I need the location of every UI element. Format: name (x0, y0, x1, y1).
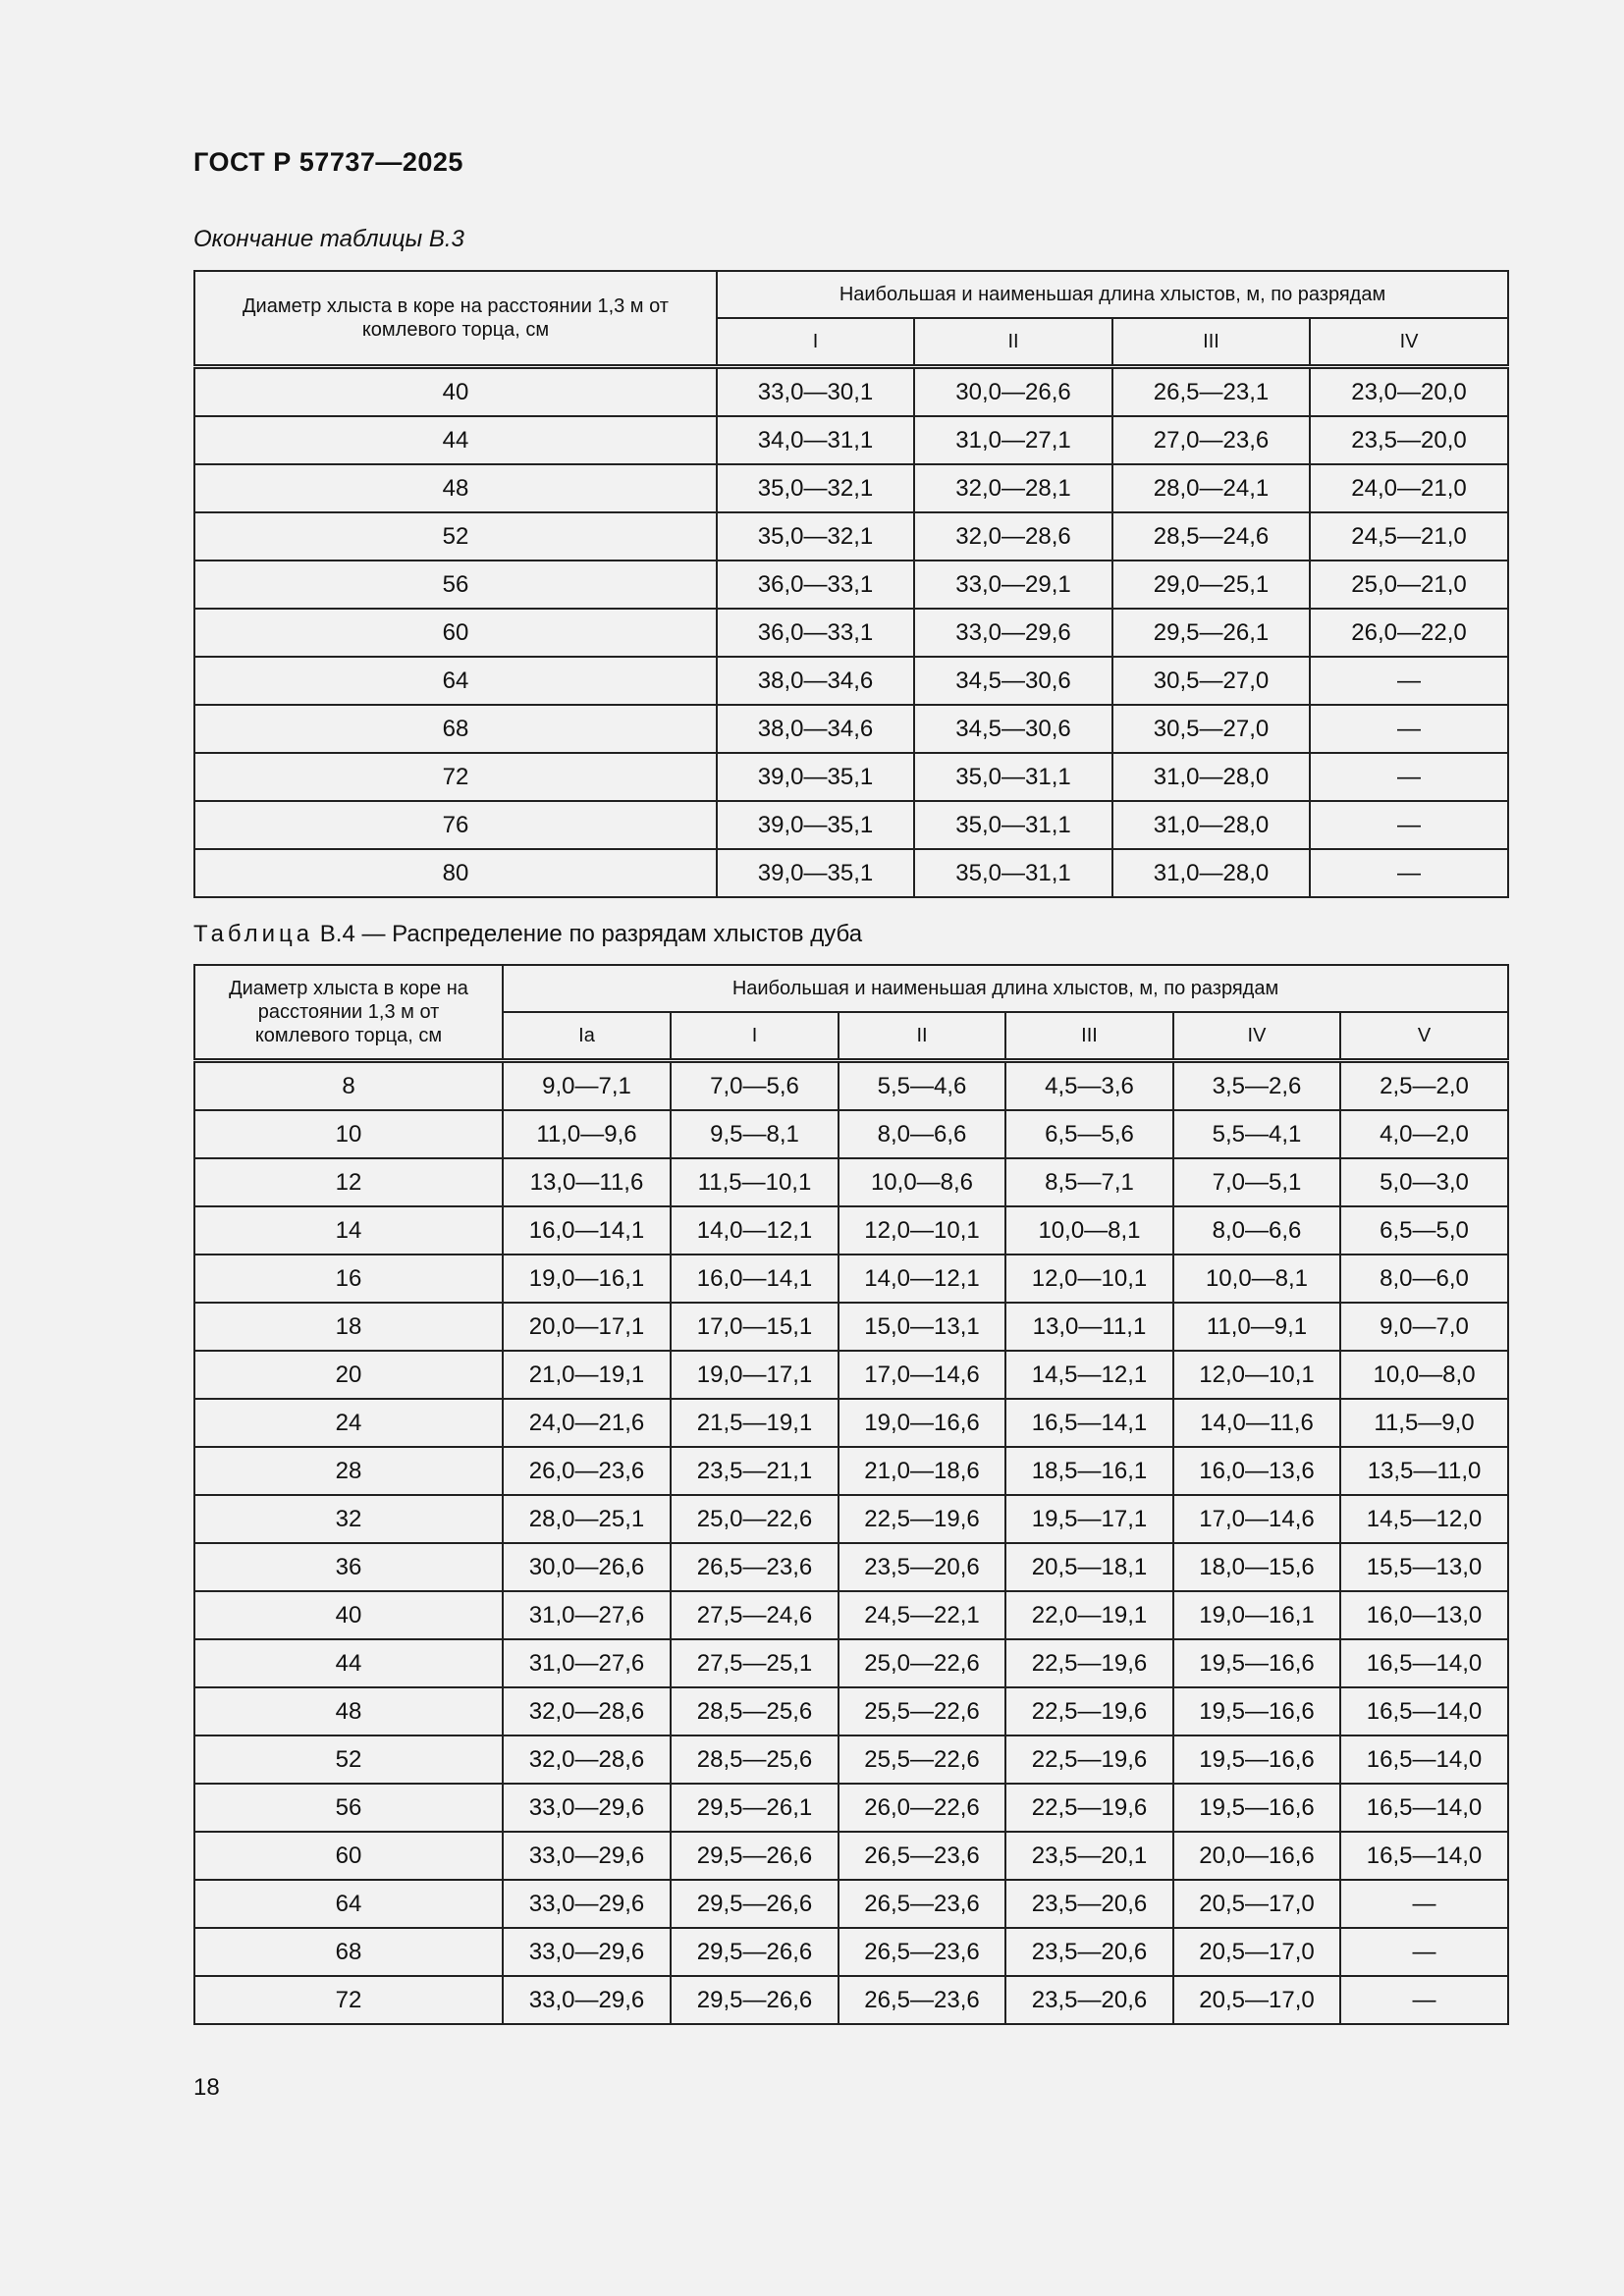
length-range-cell: 16,5—14,0 (1340, 1832, 1508, 1880)
length-range-cell: 34,5—30,6 (914, 705, 1112, 753)
length-range-cell: 28,5—24,6 (1112, 512, 1310, 561)
length-range-cell: 23,5—20,6 (1005, 1928, 1173, 1976)
diameter-cell: 12 (194, 1158, 503, 1206)
length-range-cell: 23,5—20,6 (839, 1543, 1005, 1591)
diameter-cell: 68 (194, 1928, 503, 1976)
length-range-cell: 31,0—27,6 (503, 1639, 671, 1687)
length-range-cell: 20,5—17,0 (1173, 1928, 1340, 1976)
table-row (194, 1351, 1508, 1399)
length-range-cell: 23,5—20,0 (1310, 416, 1508, 464)
table-row (194, 367, 1508, 417)
length-range-cell: 14,0—12,1 (671, 1206, 839, 1255)
length-range-cell: 30,0—26,6 (503, 1543, 671, 1591)
diameter-column-header: Диаметр хлыста в коре на расстоянии 1,3 м от комлевого торца, см (194, 965, 503, 1061)
length-range-cell: 12,0—10,1 (1005, 1255, 1173, 1303)
table-row (194, 1591, 1508, 1639)
diameter-cell: 40 (194, 367, 717, 417)
table-row (194, 1399, 1508, 1447)
class-header: III (1112, 318, 1310, 367)
length-range-cell: 16,5—14,1 (1005, 1399, 1173, 1447)
length-range-cell: 20,5—18,1 (1005, 1543, 1173, 1591)
length-range-cell: 36,0—33,1 (717, 561, 914, 609)
diameter-cell: 44 (194, 1639, 503, 1687)
length-range-cell: 32,0—28,1 (914, 464, 1112, 512)
table-row (194, 753, 1508, 801)
table-row (194, 1255, 1508, 1303)
diameter-cell: 44 (194, 416, 717, 464)
length-range-cell: 15,0—13,1 (839, 1303, 1005, 1351)
diameter-cell: 20 (194, 1351, 503, 1399)
length-range-cell: 19,5—16,6 (1173, 1784, 1340, 1832)
length-range-cell: 22,5—19,6 (1005, 1735, 1173, 1784)
length-range-cell: 29,5—26,6 (671, 1976, 839, 2024)
diameter-cell: 56 (194, 561, 717, 609)
length-range-cell: 16,0—13,6 (1173, 1447, 1340, 1495)
length-range-cell: 25,5—22,6 (839, 1735, 1005, 1784)
length-range-cell: 29,5—26,1 (671, 1784, 839, 1832)
diameter-cell: 60 (194, 1832, 503, 1880)
length-range-cell: 38,0—34,6 (717, 705, 914, 753)
length-range-cell: 23,0—20,0 (1310, 367, 1508, 417)
length-range-cell: 33,0—29,6 (503, 1928, 671, 1976)
table-row (194, 1784, 1508, 1832)
table-row (194, 1832, 1508, 1880)
length-range-cell: 14,0—11,6 (1173, 1399, 1340, 1447)
length-range-cell: — (1340, 1880, 1508, 1928)
table-row (194, 1158, 1508, 1206)
diameter-cell: 56 (194, 1784, 503, 1832)
length-group-header: Наибольшая и наименьшая длина хлыстов, м, по разрядам (503, 965, 1508, 1012)
length-range-cell: 10,0—8,0 (1340, 1351, 1508, 1399)
length-range-cell: 10,0—8,1 (1173, 1255, 1340, 1303)
table-row (194, 1110, 1508, 1158)
table-row (194, 1976, 1508, 2024)
length-range-cell: 19,0—16,1 (503, 1255, 671, 1303)
diameter-cell: 48 (194, 464, 717, 512)
diameter-cell: 52 (194, 1735, 503, 1784)
table-row (194, 416, 1508, 464)
diameter-cell: 10 (194, 1110, 503, 1158)
length-group-header: Наибольшая и наименьшая длина хлыстов, м, по разрядам (717, 271, 1508, 318)
length-range-cell: — (1310, 849, 1508, 897)
document-code: ГОСТ Р 57737—2025 (193, 147, 463, 177)
length-range-cell: 11,0—9,6 (503, 1110, 671, 1158)
length-range-cell: 19,0—16,6 (839, 1399, 1005, 1447)
length-range-cell: 16,5—14,0 (1340, 1687, 1508, 1735)
table-row (194, 1303, 1508, 1351)
length-range-cell: 34,0—31,1 (717, 416, 914, 464)
length-range-cell: 5,5—4,1 (1173, 1110, 1340, 1158)
table-b4-caption (193, 921, 862, 948)
length-range-cell: 31,0—28,0 (1112, 753, 1310, 801)
length-range-cell: 11,5—10,1 (671, 1158, 839, 1206)
length-range-cell: 26,5—23,6 (671, 1543, 839, 1591)
table-row (194, 1543, 1508, 1591)
table-row (194, 849, 1508, 897)
length-range-cell: 39,0—35,1 (717, 801, 914, 849)
length-range-cell: 12,0—10,1 (839, 1206, 1005, 1255)
length-range-cell: 19,5—16,6 (1173, 1687, 1340, 1735)
length-range-cell: 33,0—29,6 (914, 609, 1112, 657)
length-range-cell: 11,0—9,1 (1173, 1303, 1340, 1351)
length-range-cell: 13,0—11,1 (1005, 1303, 1173, 1351)
table-row (194, 1447, 1508, 1495)
length-range-cell: 25,0—22,6 (839, 1639, 1005, 1687)
length-range-cell: 31,0—27,1 (914, 416, 1112, 464)
length-range-cell: 26,5—23,6 (839, 1832, 1005, 1880)
length-range-cell: 8,5—7,1 (1005, 1158, 1173, 1206)
diameter-cell: 48 (194, 1687, 503, 1735)
diameter-cell: 8 (194, 1061, 503, 1111)
length-range-cell: 39,0—35,1 (717, 849, 914, 897)
length-range-cell: — (1310, 705, 1508, 753)
length-range-cell: 27,0—23,6 (1112, 416, 1310, 464)
diameter-cell: 40 (194, 1591, 503, 1639)
length-range-cell: 29,5—26,6 (671, 1880, 839, 1928)
length-range-cell: 26,5—23,1 (1112, 367, 1310, 417)
length-range-cell: 22,5—19,6 (1005, 1687, 1173, 1735)
length-range-cell: 25,0—22,6 (671, 1495, 839, 1543)
length-range-cell: 34,5—30,6 (914, 657, 1112, 705)
length-range-cell: 33,0—29,1 (914, 561, 1112, 609)
length-range-cell: 23,5—20,1 (1005, 1832, 1173, 1880)
length-range-cell: 9,0—7,0 (1340, 1303, 1508, 1351)
diameter-column-header: Диаметр хлыста в коре на расстоянии 1,3 м от комлевого торца, см (194, 271, 717, 367)
diameter-cell: 52 (194, 512, 717, 561)
length-range-cell: 8,0—6,6 (839, 1110, 1005, 1158)
table-b4 (193, 964, 1509, 2025)
length-range-cell: 23,5—21,1 (671, 1447, 839, 1495)
length-range-cell: 8,0—6,0 (1340, 1255, 1508, 1303)
length-range-cell: 26,5—23,6 (839, 1928, 1005, 1976)
length-range-cell: 18,5—16,1 (1005, 1447, 1173, 1495)
table-title: В.4 — Распределение по разрядам хлыстов дуба (313, 921, 863, 947)
table-row (194, 1061, 1508, 1111)
length-range-cell: 25,5—22,6 (839, 1687, 1005, 1735)
length-range-cell: 28,5—25,6 (671, 1735, 839, 1784)
length-range-cell: 29,5—26,6 (671, 1832, 839, 1880)
length-range-cell: 19,0—16,1 (1173, 1591, 1340, 1639)
length-range-cell: 14,5—12,0 (1340, 1495, 1508, 1543)
length-range-cell: 7,0—5,1 (1173, 1158, 1340, 1206)
class-header: V (1340, 1012, 1508, 1061)
length-range-cell: 32,0—28,6 (503, 1735, 671, 1784)
length-range-cell: 23,5—20,6 (1005, 1880, 1173, 1928)
length-range-cell: 14,0—12,1 (839, 1255, 1005, 1303)
length-range-cell: 17,0—14,6 (1173, 1495, 1340, 1543)
length-range-cell: 22,5—19,6 (1005, 1784, 1173, 1832)
length-range-cell: 4,0—2,0 (1340, 1110, 1508, 1158)
length-range-cell: 6,5—5,6 (1005, 1110, 1173, 1158)
length-range-cell: 21,5—19,1 (671, 1399, 839, 1447)
diameter-cell: 72 (194, 1976, 503, 2024)
length-range-cell: 26,0—22,0 (1310, 609, 1508, 657)
length-range-cell: 6,5—5,0 (1340, 1206, 1508, 1255)
length-range-cell: 24,5—22,1 (839, 1591, 1005, 1639)
table-row (194, 657, 1508, 705)
diameter-cell: 60 (194, 609, 717, 657)
length-range-cell: 25,0—21,0 (1310, 561, 1508, 609)
length-range-cell: 12,0—10,1 (1173, 1351, 1340, 1399)
length-range-cell: 11,5—9,0 (1340, 1399, 1508, 1447)
table-row (194, 1735, 1508, 1784)
class-header: II (839, 1012, 1005, 1061)
length-range-cell: 26,0—22,6 (839, 1784, 1005, 1832)
length-range-cell: 18,0—15,6 (1173, 1543, 1340, 1591)
length-range-cell: 28,5—25,6 (671, 1687, 839, 1735)
length-range-cell: 22,5—19,6 (839, 1495, 1005, 1543)
diameter-cell: 80 (194, 849, 717, 897)
length-range-cell: 33,0—30,1 (717, 367, 914, 417)
table-row (194, 1928, 1508, 1976)
length-range-cell: 27,5—25,1 (671, 1639, 839, 1687)
length-range-cell: 13,0—11,6 (503, 1158, 671, 1206)
length-range-cell: 28,0—25,1 (503, 1495, 671, 1543)
length-range-cell: 30,5—27,0 (1112, 705, 1310, 753)
diameter-cell: 16 (194, 1255, 503, 1303)
length-range-cell: 23,5—20,6 (1005, 1976, 1173, 2024)
class-header: III (1005, 1012, 1173, 1061)
length-range-cell: 33,0—29,6 (503, 1880, 671, 1928)
table-row (194, 1880, 1508, 1928)
length-range-cell: 16,0—14,1 (503, 1206, 671, 1255)
length-range-cell: 20,5—17,0 (1173, 1880, 1340, 1928)
length-range-cell: 4,5—3,6 (1005, 1061, 1173, 1111)
class-header: I (717, 318, 914, 367)
length-range-cell: 16,0—13,0 (1340, 1591, 1508, 1639)
length-range-cell: — (1310, 753, 1508, 801)
length-range-cell: 10,0—8,6 (839, 1158, 1005, 1206)
length-range-cell: 8,0—6,6 (1173, 1206, 1340, 1255)
length-range-cell: 19,5—17,1 (1005, 1495, 1173, 1543)
diameter-cell: 36 (194, 1543, 503, 1591)
length-range-cell: 24,0—21,0 (1310, 464, 1508, 512)
diameter-cell: 14 (194, 1206, 503, 1255)
length-range-cell: 22,5—19,6 (1005, 1639, 1173, 1687)
length-range-cell: 16,5—14,0 (1340, 1639, 1508, 1687)
class-header: II (914, 318, 1112, 367)
table-row (194, 1495, 1508, 1543)
table-b3-caption: Окончание таблицы В.3 (193, 226, 464, 252)
table-row (194, 609, 1508, 657)
diameter-cell: 24 (194, 1399, 503, 1447)
table-b3 (193, 270, 1509, 898)
length-range-cell: 29,0—25,1 (1112, 561, 1310, 609)
diameter-cell: 64 (194, 657, 717, 705)
length-range-cell: 27,5—24,6 (671, 1591, 839, 1639)
length-range-cell: 29,5—26,6 (671, 1928, 839, 1976)
length-range-cell: 24,0—21,6 (503, 1399, 671, 1447)
length-range-cell: 13,5—11,0 (1340, 1447, 1508, 1495)
length-range-cell: 31,0—27,6 (503, 1591, 671, 1639)
class-header: IV (1173, 1012, 1340, 1061)
length-range-cell: 21,0—19,1 (503, 1351, 671, 1399)
length-range-cell: 19,5—16,6 (1173, 1735, 1340, 1784)
length-range-cell: 14,5—12,1 (1005, 1351, 1173, 1399)
length-range-cell: 32,0—28,6 (503, 1687, 671, 1735)
class-header: Ia (503, 1012, 671, 1061)
length-range-cell: 33,0—29,6 (503, 1784, 671, 1832)
table-row (194, 464, 1508, 512)
table-row (194, 705, 1508, 753)
length-range-cell: 31,0—28,0 (1112, 801, 1310, 849)
length-range-cell: 7,0—5,6 (671, 1061, 839, 1111)
length-range-cell: 15,5—13,0 (1340, 1543, 1508, 1591)
length-range-cell: 3,5—2,6 (1173, 1061, 1340, 1111)
length-range-cell: 20,0—16,6 (1173, 1832, 1340, 1880)
length-range-cell: 35,0—32,1 (717, 512, 914, 561)
length-range-cell: — (1310, 801, 1508, 849)
length-range-cell: 28,0—24,1 (1112, 464, 1310, 512)
length-range-cell: — (1340, 1928, 1508, 1976)
diameter-cell: 64 (194, 1880, 503, 1928)
length-range-cell: 30,5—27,0 (1112, 657, 1310, 705)
length-range-cell: 39,0—35,1 (717, 753, 914, 801)
length-range-cell: 30,0—26,6 (914, 367, 1112, 417)
table-row (194, 1687, 1508, 1735)
length-range-cell: 20,5—17,0 (1173, 1976, 1340, 2024)
length-range-cell: 31,0—28,0 (1112, 849, 1310, 897)
length-range-cell: 9,5—8,1 (671, 1110, 839, 1158)
length-range-cell: 5,5—4,6 (839, 1061, 1005, 1111)
table-row (194, 512, 1508, 561)
length-range-cell: 36,0—33,1 (717, 609, 914, 657)
diameter-cell: 32 (194, 1495, 503, 1543)
length-range-cell: 16,0—14,1 (671, 1255, 839, 1303)
length-range-cell: 29,5—26,1 (1112, 609, 1310, 657)
diameter-cell: 72 (194, 753, 717, 801)
diameter-cell: 76 (194, 801, 717, 849)
table-row (194, 1206, 1508, 1255)
length-range-cell: 35,0—31,1 (914, 849, 1112, 897)
table-label: Таблица (193, 921, 314, 947)
length-range-cell: 32,0—28,6 (914, 512, 1112, 561)
length-range-cell: 26,5—23,6 (839, 1976, 1005, 2024)
length-range-cell: 17,0—15,1 (671, 1303, 839, 1351)
length-range-cell: — (1310, 657, 1508, 705)
diameter-cell: 18 (194, 1303, 503, 1351)
length-range-cell: 22,0—19,1 (1005, 1591, 1173, 1639)
length-range-cell: 26,0—23,6 (503, 1447, 671, 1495)
length-range-cell: 19,0—17,1 (671, 1351, 839, 1399)
length-range-cell: 26,5—23,6 (839, 1880, 1005, 1928)
diameter-cell: 28 (194, 1447, 503, 1495)
length-range-cell: 2,5—2,0 (1340, 1061, 1508, 1111)
length-range-cell: 16,5—14,0 (1340, 1735, 1508, 1784)
class-header: IV (1310, 318, 1508, 367)
length-range-cell: 21,0—18,6 (839, 1447, 1005, 1495)
length-range-cell: 9,0—7,1 (503, 1061, 671, 1111)
length-range-cell: 24,5—21,0 (1310, 512, 1508, 561)
length-range-cell: 16,5—14,0 (1340, 1784, 1508, 1832)
length-range-cell: 33,0—29,6 (503, 1832, 671, 1880)
table-row (194, 561, 1508, 609)
length-range-cell: 10,0—8,1 (1005, 1206, 1173, 1255)
length-range-cell: 20,0—17,1 (503, 1303, 671, 1351)
length-range-cell: 33,0—29,6 (503, 1976, 671, 2024)
length-range-cell: — (1340, 1976, 1508, 2024)
length-range-cell: 35,0—32,1 (717, 464, 914, 512)
length-range-cell: 5,0—3,0 (1340, 1158, 1508, 1206)
table-row (194, 1639, 1508, 1687)
length-range-cell: 19,5—16,6 (1173, 1639, 1340, 1687)
length-range-cell: 17,0—14,6 (839, 1351, 1005, 1399)
length-range-cell: 35,0—31,1 (914, 753, 1112, 801)
length-range-cell: 35,0—31,1 (914, 801, 1112, 849)
table-row (194, 801, 1508, 849)
diameter-cell: 68 (194, 705, 717, 753)
length-range-cell: 38,0—34,6 (717, 657, 914, 705)
class-header: I (671, 1012, 839, 1061)
page-number: 18 (193, 2074, 220, 2101)
